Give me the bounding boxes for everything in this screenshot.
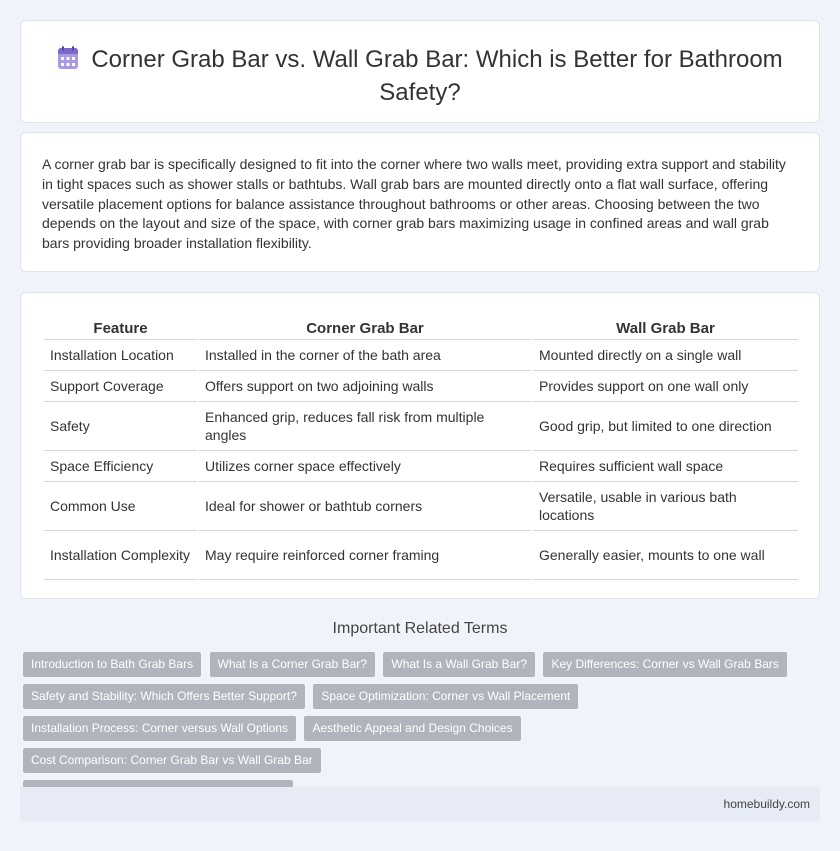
wall-cell: Versatile, usable in various bath locations bbox=[533, 482, 798, 531]
related-term-tag[interactable]: Installation Process: Corner versus Wall Options bbox=[23, 716, 296, 741]
title-card bbox=[20, 20, 820, 123]
comparison-table bbox=[42, 316, 800, 580]
wall-cell: Generally easier, mounts to one wall bbox=[533, 531, 798, 580]
feature-cell: Installation Complexity bbox=[44, 531, 197, 580]
comparison-card bbox=[20, 292, 820, 599]
wall-cell: Provides support on one wall only bbox=[533, 371, 798, 402]
corner-cell: Utilizes corner space effectively bbox=[199, 451, 531, 482]
related-terms-title: Important Related Terms bbox=[332, 620, 508, 637]
related-term-tag[interactable]: What Is a Corner Grab Bar? bbox=[210, 652, 375, 677]
table-row bbox=[44, 451, 798, 482]
wall-cell: Mounted directly on a single wall bbox=[533, 340, 798, 371]
related-term-tag[interactable]: Key Differences: Corner vs Wall Grab Bars bbox=[543, 652, 786, 677]
header-feature: Feature bbox=[44, 316, 197, 340]
corner-cell: May require reinforced corner framing bbox=[199, 531, 531, 580]
intro-card bbox=[20, 132, 820, 272]
page-title: Corner Grab Bar vs. Wall Grab Bar: Which is Better for Bathroom Safety? bbox=[91, 46, 783, 106]
feature-cell: Space Efficiency bbox=[44, 451, 197, 482]
corner-cell: Offers support on two adjoining walls bbox=[199, 371, 531, 402]
related-term-tag[interactable]: Aesthetic Appeal and Design Choices bbox=[304, 716, 520, 741]
related-term-tag[interactable]: What Is a Wall Grab Bar? bbox=[383, 652, 535, 677]
feature-cell: Safety bbox=[44, 402, 197, 451]
related-term-tag[interactable]: Introduction to Bath Grab Bars bbox=[23, 652, 201, 677]
corner-cell: Enhanced grip, reduces fall risk from multiple angles bbox=[199, 402, 531, 451]
wall-cell: Requires sufficient wall space bbox=[533, 451, 798, 482]
corner-cell: Installed in the corner of the bath area bbox=[199, 340, 531, 371]
footer-site-link[interactable]: homebuildy.com bbox=[723, 797, 810, 811]
related-term-tag[interactable]: Safety and Stability: Which Offers Better Support? bbox=[23, 684, 305, 709]
feature-cell: Installation Location bbox=[44, 340, 197, 371]
calculator-icon bbox=[57, 46, 79, 78]
corner-cell: Ideal for shower or bathtub corners bbox=[199, 482, 531, 531]
table-row bbox=[44, 531, 798, 580]
header-corner-grab-bar: Corner Grab Bar bbox=[199, 316, 531, 340]
related-term-tag[interactable]: Cost Comparison: Corner Grab Bar vs Wall Grab Bar bbox=[23, 748, 321, 773]
feature-cell: Common Use bbox=[44, 482, 197, 531]
header-wall-grab-bar: Wall Grab Bar bbox=[533, 316, 798, 340]
table-row bbox=[44, 402, 798, 451]
table-row bbox=[44, 482, 798, 531]
page-title-row bbox=[21, 45, 819, 108]
wall-cell: Good grip, but limited to one direction bbox=[533, 402, 798, 451]
table-header-row bbox=[44, 316, 798, 340]
related-term-tag[interactable]: Space Optimization: Corner vs Wall Placement bbox=[313, 684, 578, 709]
footer bbox=[20, 787, 820, 821]
table-row bbox=[44, 371, 798, 402]
table-row bbox=[44, 340, 798, 371]
feature-cell: Support Coverage bbox=[44, 371, 197, 402]
intro-paragraph: A corner grab bar is specifically designed to fit into the corner where two walls meet, providing extra support and stability in tight spaces such as shower stalls or bathtubs. Wall grab bars are mounted directly onto a flat wall surface, offering versatile placement options for balance assistance throughout bathrooms or other areas. Choosing between the two depends on the layout and size of the space, with corner grab bars maximizing usage in confined areas and wall grab bars providing broader installation flexibility. bbox=[42, 156, 786, 252]
